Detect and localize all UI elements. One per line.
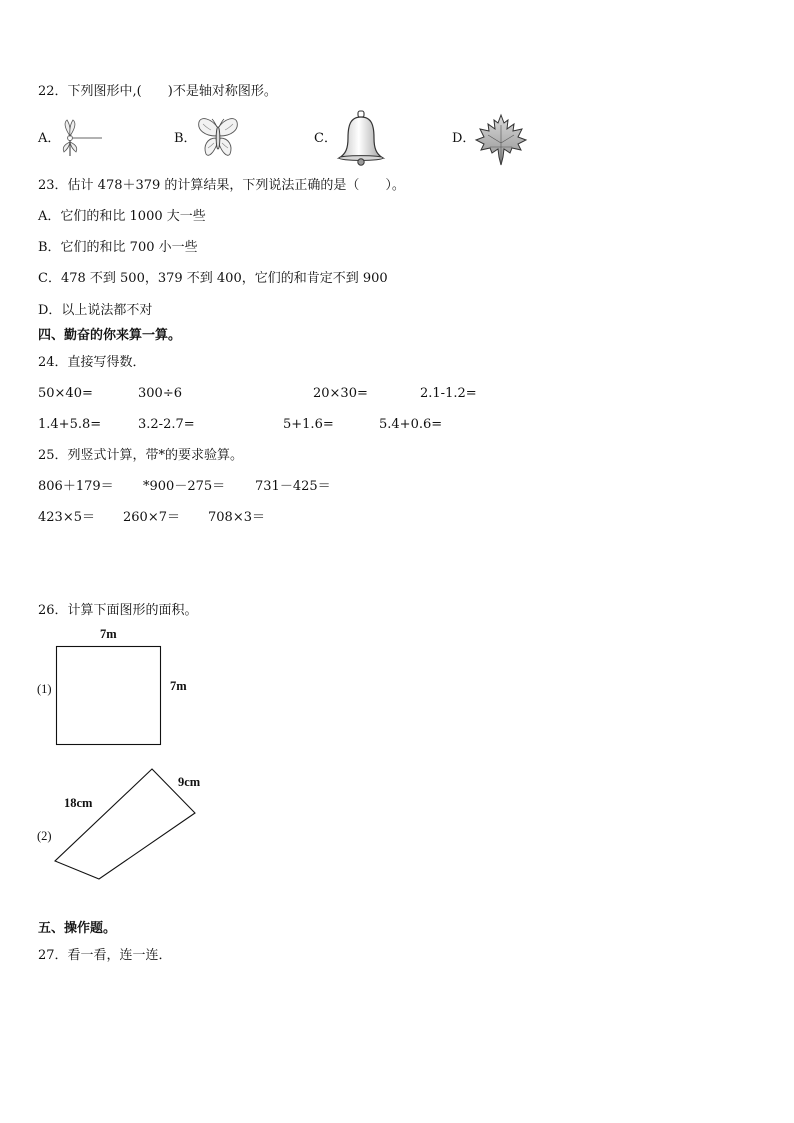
q25-item-4: 423×5＝ (38, 510, 95, 525)
q27-stem: 27．看一看，连一连． (38, 948, 172, 963)
q22-option-c-label: C． (314, 131, 337, 146)
q23-stem: 23．估计 478＋379 的计算结果，下列说法正确的是（ ）。 (38, 178, 405, 193)
bell-icon (336, 110, 386, 166)
tilted-rectangle-figure (50, 765, 200, 885)
q24-stem: 24．直接写得数． (38, 355, 146, 370)
q25-item-5: 260×7＝ (123, 510, 180, 525)
q24-item-3: 20×30= (313, 386, 368, 401)
q22-option-b-label: B． (174, 131, 197, 146)
figure-2-index: (2) (37, 829, 52, 843)
rectangle-short-side-label: 9cm (178, 775, 201, 789)
section-4-heading: 四、勤奋的你来算一算。 (38, 328, 182, 343)
q23-option-d: D．以上说法都不对 (38, 303, 153, 318)
maple-leaf-icon (474, 113, 528, 167)
q22-option-d-label: D． (452, 131, 476, 146)
q23-option-c: C．478 不到 500，379 不到 400，它们的和肯定不到 900 (38, 271, 388, 286)
q25-item-3: 731－425＝ (255, 479, 331, 494)
q24-item-6: 3.2-2.7= (138, 417, 195, 432)
q25-item-2: *900－275＝ (143, 479, 226, 494)
q23-option-b: B．它们的和比 700 小一些 (38, 240, 198, 255)
q22-stem: 22．下列图形中,( )不是轴对称图形。 (38, 84, 277, 99)
rectangle-long-side-label: 18cm (64, 796, 93, 810)
q24-item-4: 2.1-1.2= (420, 386, 477, 401)
dragonfly-icon (58, 118, 104, 160)
q24-item-7: 5+1.6= (283, 417, 334, 432)
q24-item-8: 5.4+0.6= (379, 417, 443, 432)
q24-item-1: 50×40= (38, 386, 93, 401)
q24-item-2: 300÷6 (138, 386, 182, 401)
square-figure (56, 646, 162, 746)
q22-option-a-label: A． (38, 131, 61, 146)
section-5-heading: 五、操作题。 (38, 921, 117, 936)
q23-option-a: A．它们的和比 1000 大一些 (38, 209, 206, 224)
q24-item-5: 1.4+5.8= (38, 417, 102, 432)
q26-stem: 26．计算下面图形的面积。 (38, 603, 198, 618)
q25-stem: 25．列竖式计算，带*的要求验算。 (38, 448, 244, 463)
square-side-label: 7m (170, 679, 187, 693)
butterfly-icon (197, 116, 239, 160)
q25-item-1: 806＋179＝ (38, 479, 114, 494)
q25-item-6: 708×3＝ (208, 510, 265, 525)
figure-1-index: (1) (37, 682, 52, 696)
square-top-label: 7m (100, 627, 117, 641)
